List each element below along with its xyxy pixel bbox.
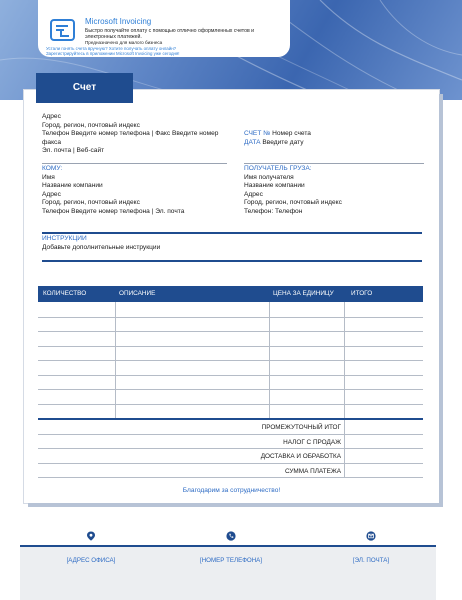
totals-block [38, 418, 423, 478]
tax-row [38, 435, 423, 450]
bill-to-heading: КОМУ: [42, 165, 63, 172]
col-unit-price: ЦЕНА ЗА ЕДИНИЦУ [273, 290, 334, 297]
ship-to-line: Телефон: Телефон [244, 207, 303, 215]
shipping-label: ДОСТАВКА И ОБРАБОТКА [260, 453, 341, 460]
sender-line: Эл. почта | Веб-сайт [42, 147, 105, 155]
sender-line: Город, регион, почтовый индекс [42, 121, 140, 129]
col-description: ОПИСАНИЕ [119, 290, 156, 297]
col-line [269, 302, 270, 418]
promo-link-2[interactable]: Зарегистрируйтесь в приложении Microsoft Invoicing уже сегодня! [46, 51, 180, 57]
invoice-meta [244, 130, 424, 147]
instructions [42, 235, 422, 252]
invoice-title-tab [36, 73, 133, 103]
col-quantity: КОЛИЧЕСТВО [43, 290, 87, 297]
ship-to-line: Имя получателя [244, 173, 294, 181]
invoice-sheet [24, 82, 439, 503]
instructions-heading: ИНСТРУКЦИИ [42, 235, 87, 242]
invoice-number-row [244, 130, 424, 139]
promo-brand: Microsoft Invoicing [85, 17, 152, 26]
row-line [38, 360, 423, 361]
instructions-text[interactable]: Добавьте дополнительные инструкции [42, 243, 161, 251]
promo-links [46, 46, 180, 57]
col-line [344, 449, 345, 463]
bill-to-line: Имя [42, 173, 55, 181]
row-line [38, 375, 423, 376]
bill-to-line: Телефон Введите номер телефона | Эл. почта [42, 207, 185, 215]
subtotal-row [38, 420, 423, 435]
invoice-date-value[interactable]: Введите дату [262, 138, 304, 146]
ship-to-line: Адрес [244, 190, 263, 198]
col-line [344, 302, 345, 418]
phone-icon [226, 531, 236, 541]
tax-label: НАЛОГ С ПРОДАЖ [283, 438, 341, 446]
footer-phone[interactable]: [НОМЕР ТЕЛЕФОНА] [199, 557, 263, 564]
sender-address [42, 113, 232, 156]
invoice-date-label: ДАТА [244, 138, 261, 146]
row-line [38, 389, 423, 390]
footer-rule [20, 545, 436, 547]
row-line [38, 331, 423, 332]
total-due-label: СУММА ПЛАТЕЖА [284, 467, 341, 475]
invoicing-logo-icon [50, 19, 75, 41]
col-line [344, 464, 345, 478]
table-header [38, 286, 423, 302]
section-rule [42, 232, 422, 234]
section-rule [42, 260, 422, 262]
location-pin-icon [86, 531, 96, 541]
divider [42, 163, 227, 164]
invoice-number-label: СЧЕТ № [244, 130, 271, 137]
promo-subtitle: Предназначено для малого бизнеса [85, 40, 163, 45]
row-line [38, 404, 423, 405]
promo-description: Быстро получайте оплату с помощью отлично оформленных счетов и электронных платежей. [85, 28, 255, 41]
ship-to-line: Город, регион, почтовый индекс [244, 199, 342, 207]
line-items-table [38, 286, 423, 478]
invoice-title: Счет [72, 82, 97, 93]
footer-office[interactable]: [АДРЕС ОФИСА] [66, 557, 116, 564]
invoice-number-value[interactable]: Номер счета [272, 130, 311, 137]
thank-you-note: Благодарим за сотрудничество! [182, 487, 281, 494]
footer-email[interactable]: [ЭЛ. ПОЧТА] [352, 557, 390, 564]
col-line [115, 302, 116, 418]
subtotal-label: ПРОМЕЖУТОЧНЫЙ ИТОГ [261, 424, 341, 431]
bill-to-line: Название компании [42, 182, 103, 190]
divider [244, 163, 424, 164]
sender-line: Адрес [42, 113, 61, 120]
ship-to-line: Название компании [244, 182, 305, 190]
bill-to-line: Город, регион, почтовый индекс [42, 199, 140, 207]
col-total: ИТОГО [351, 290, 373, 297]
invoice-date-row [244, 139, 424, 148]
footer [20, 545, 436, 600]
sender-line: Телефон Введите номер телефона | Факс Введите номер факса [42, 130, 219, 146]
table-body [38, 302, 423, 418]
ship-to-heading: ПОЛУЧАТЕЛЬ ГРУЗА: [244, 165, 312, 172]
col-line [344, 420, 345, 434]
row-line [38, 346, 423, 347]
bill-to [42, 165, 227, 217]
shipping-row [38, 449, 423, 464]
row-line [38, 317, 423, 318]
promo-banner [38, 0, 290, 57]
ship-to [244, 165, 424, 217]
total-due-row [38, 464, 423, 479]
bill-to-line: Адрес [42, 190, 61, 198]
promo-link-1[interactable]: Устали гонять счета вручную? Хотите получать оплату онлайн? [46, 46, 177, 51]
col-line [344, 435, 345, 449]
email-icon [366, 531, 376, 541]
